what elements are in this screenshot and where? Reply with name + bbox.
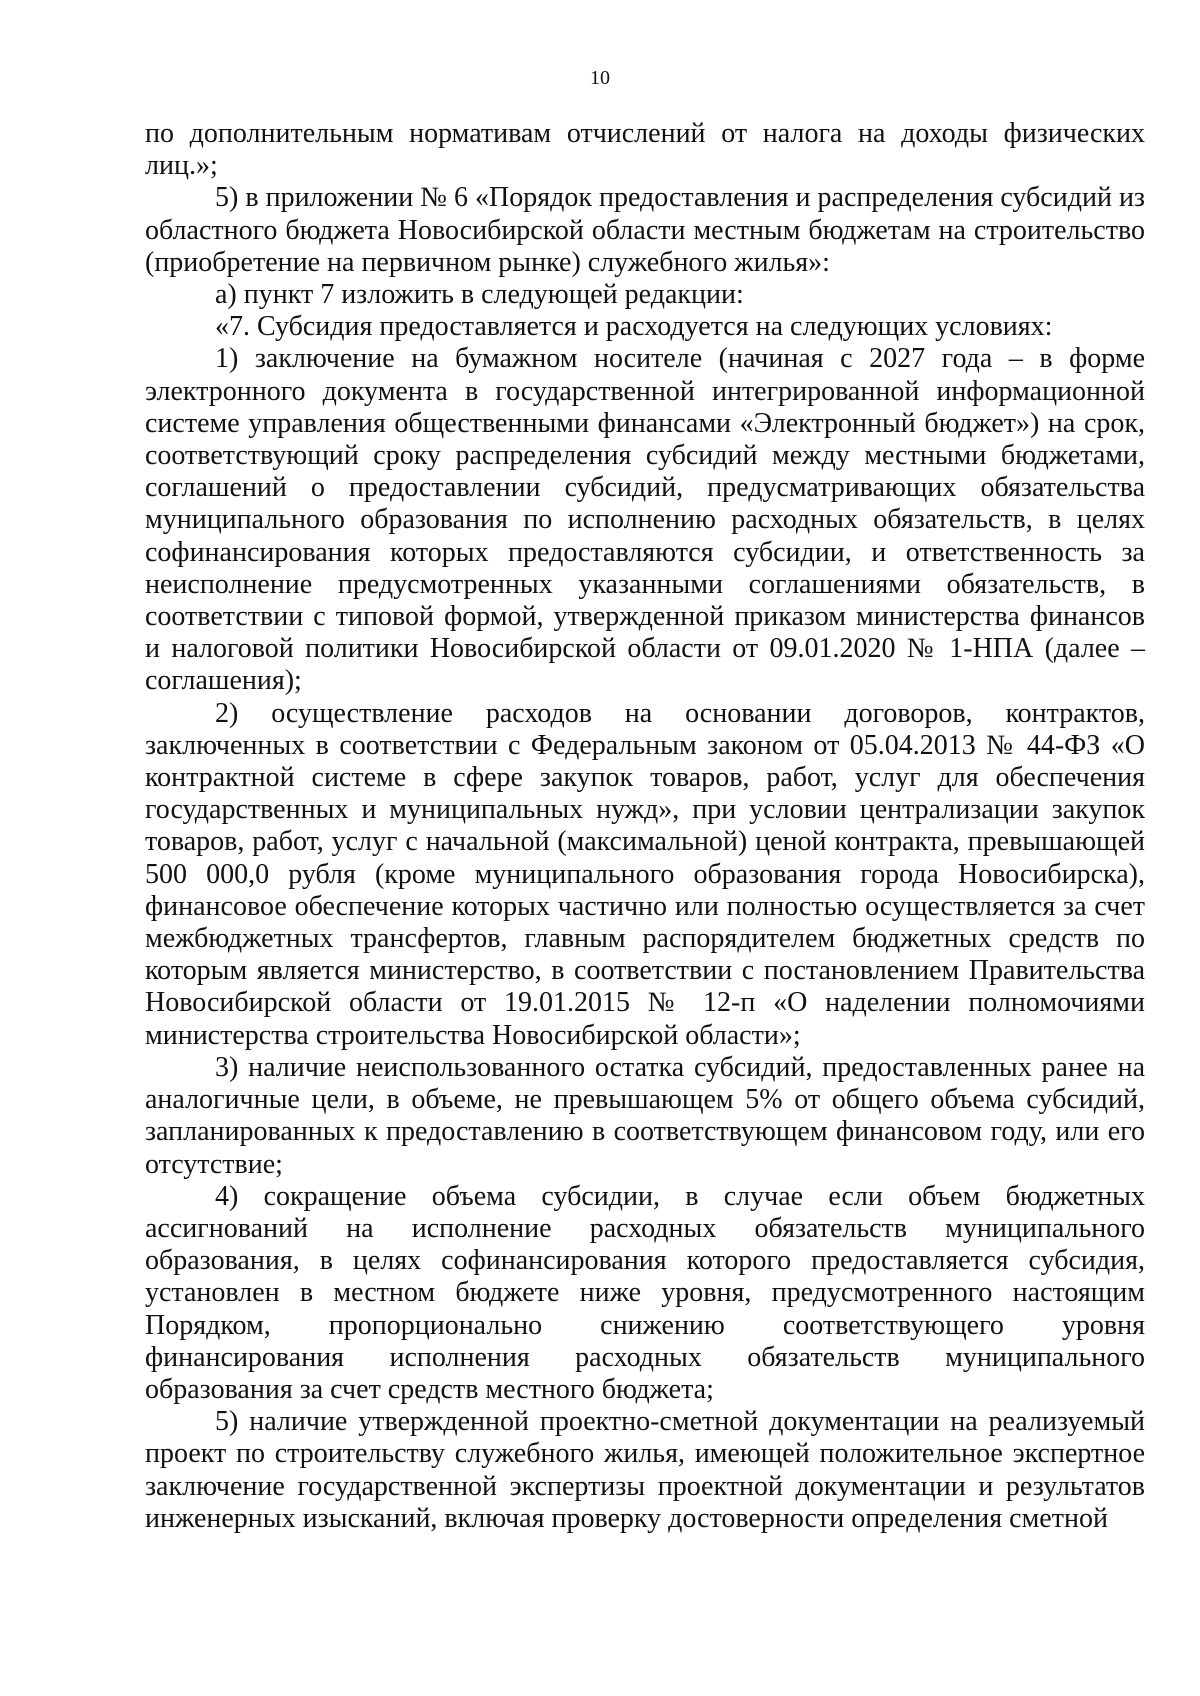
paragraph-p1: 5) в приложении № 6 «Порядок предоставления и распределения субсидий из областного бюджета Новосибирской области местным бюджетам на строительство (приобретение на первичном рынке) служебного жилья»: [145, 182, 1145, 278]
paragraph-p3: «7. Субсидия предоставляется и расходуется на следующих условиях: [215, 311, 1053, 343]
paragraph-p4: 1) заключение на бумажном носителе (начиная с 2027 года – в форме электронного документа в государственной интегрированной информационной системе управления общественными финансами «Электронный бюджет») на срок, соответствующий сроку распределения субсидий между местными бюджетами, соглашений о предоставлении субсидий, предусматривающих обязательства муниципального образования по исполнению расходных обязательств, в целях софинансирования которых предоставляются субсидии, и ответственность за неисполнение предусмотренных указанными соглашениями обязательств, в соответствии с типовой формой, утвержденной приказом министерства финансов и налоговой политики Новосибирской области от 09.01.2020 № 1-НПА (далее – соглашения); [145, 343, 1145, 697]
paragraph-p6: 3) наличие неиспользованного остатка субсидий, предоставленных ранее на аналогичные цели, в объеме, не превышающем 5% от общего объема субсидий, запланированных к предоставлению в соответствующем финансовом году, или его отсутствие; [145, 1051, 1145, 1180]
paragraph-p8: 5) наличие утвержденной проектно-сметной документации на реализуемый проект по строительству служебного жилья, имеющей положительное экспертное заключение государственной экспертизы проектной документации и результатов инженерных изысканий, включая проверку достоверности определения сметной [145, 1406, 1145, 1534]
paragraph-p7: 4) сокращение объема субсидии, в случае если объем бюджетных ассигнований на исполнение расходных обязательств муниципального образования, в целях софинансирования которого предоставляется субсидия, установлен в местном бюджете ниже уровня, предусмотренного настоящим Порядком, пропорционально снижению соответствующего уровня финансирования исполнения расходных обязательств муниципального образования за счет средств местного бюджета; [145, 1180, 1145, 1405]
paragraph-p2: а) пункт 7 изложить в следующей редакции: [215, 279, 744, 311]
paragraph-p0: по дополнительным нормативам отчислений от налога на доходы физических лиц.»; [145, 118, 1145, 182]
document-body [145, 118, 1145, 1535]
paragraph-p5: 2) осуществление расходов на основании договоров, контрактов, заключенных в соответствии с Федеральным законом от 05.04.2013 № 44-ФЗ «О контрактной системе в сфере закупок товаров, работ, услуг для обеспечения государственных и муниципальных нужд», при условии централизации закупок товаров, работ, услуг с начальной (максимальной) ценой контракта, превышающей 500 000,0 рубля (кроме муниципального образования города Новосибирска), финансовое обеспечение которых частично или полностью осуществляется за счет межбюджетных трансфертов, главным распорядителем бюджетных средств по которым является министерство, в соответствии с постановлением Правительства Новосибирской области от 19.01.2015 № 12-п «О наделении полномочиями министерства строительства Новосибирской области»; [145, 697, 1145, 1051]
page-number: 10 [590, 67, 610, 89]
